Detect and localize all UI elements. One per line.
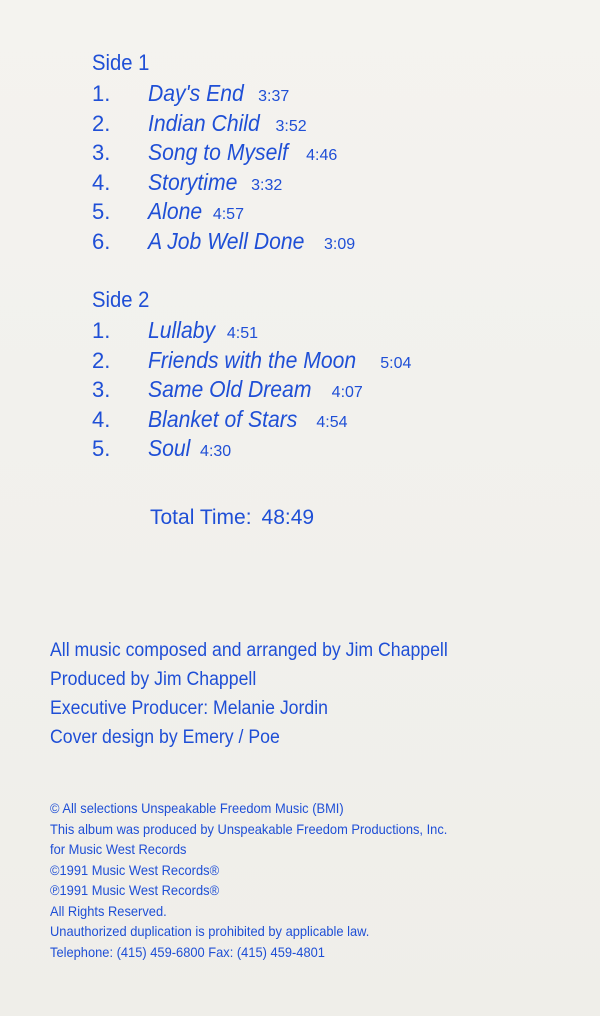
side-2-heading: Side 2	[92, 287, 150, 312]
track-row	[92, 406, 411, 436]
track-duration: 4:51	[226, 325, 259, 342]
track-number: 3.	[92, 377, 111, 402]
total-time	[150, 506, 314, 530]
track-title: Indian Child	[148, 109, 260, 136]
track-number: 4.	[92, 406, 111, 432]
track-duration: 3:52	[275, 117, 307, 135]
track-title: Storytime	[148, 168, 238, 195]
track-number: 6.	[92, 228, 111, 254]
track-row	[92, 317, 411, 347]
track-duration: 3:09	[324, 235, 356, 253]
track-row	[92, 347, 411, 377]
track-title: Blanket of Stars	[148, 405, 298, 432]
legal-line: ℗1991 Music West Records®	[50, 882, 220, 898]
legal-line: for Music West Records	[50, 841, 187, 857]
track-title: Day's End	[148, 80, 244, 106]
legal-line: Telephone: (415) 459-6800 Fax: (415) 459-4801	[50, 943, 325, 960]
credit-line: All music composed and arranged by Jim Chappell	[50, 640, 448, 661]
track-title: Same Old Dream	[148, 376, 312, 402]
credit-line: Cover design by Emery / Poe	[50, 727, 280, 748]
track-row	[92, 80, 355, 110]
side-2-tracklist	[92, 287, 411, 465]
track-row	[92, 198, 355, 228]
track-duration: 3:37	[258, 88, 290, 105]
track-title: Friends with the Moon	[148, 346, 357, 373]
track-duration: 4:54	[316, 413, 348, 431]
credit-line: Executive Producer: Melanie Jordin	[50, 698, 328, 719]
credits-block	[50, 636, 478, 752]
track-number: 5.	[92, 199, 111, 224]
legal-notice	[50, 798, 482, 962]
track-row	[92, 110, 355, 140]
legal-line: © All selections Unspeakable Freedom Music (BMI)	[50, 800, 344, 816]
track-duration: 4:30	[200, 443, 232, 460]
legal-line: Unauthorized duplication is prohibited by applicable law.	[50, 923, 370, 939]
legal-line: This album was produced by Unspeakable Freedom Productions, Inc.	[50, 820, 448, 837]
side-1-tracklist	[92, 50, 355, 257]
track-title: Alone	[148, 198, 203, 224]
track-row	[92, 435, 411, 465]
track-duration: 5:04	[380, 354, 412, 372]
side-1-heading: Side 1	[92, 50, 150, 75]
legal-line: ©1991 Music West Records®	[50, 861, 220, 878]
track-number: 2.	[92, 110, 111, 136]
track-row	[92, 139, 355, 169]
total-time-value: 48:49	[261, 506, 315, 529]
credit-line: Produced by Jim Chappell	[50, 669, 257, 690]
track-title: Lullaby	[148, 317, 216, 343]
track-row	[92, 376, 411, 406]
track-number: 3.	[92, 140, 111, 165]
legal-line: All Rights Reserved.	[50, 902, 167, 919]
track-number: 4.	[92, 169, 111, 195]
track-duration: 4:46	[306, 147, 338, 164]
track-number: 1.	[92, 318, 111, 343]
track-number: 2.	[92, 347, 111, 373]
track-duration: 3:32	[251, 176, 283, 194]
track-title: Soul	[148, 435, 191, 461]
track-row	[92, 228, 355, 258]
track-duration: 4:57	[212, 206, 244, 223]
track-row	[92, 169, 355, 199]
track-title: A Job Well Done	[148, 227, 305, 254]
track-title: Song to Myself	[148, 139, 288, 165]
total-time-label: Total Time:	[150, 506, 252, 529]
track-number: 1.	[92, 81, 111, 106]
track-duration: 4:07	[331, 384, 363, 401]
track-number: 5.	[92, 436, 111, 461]
